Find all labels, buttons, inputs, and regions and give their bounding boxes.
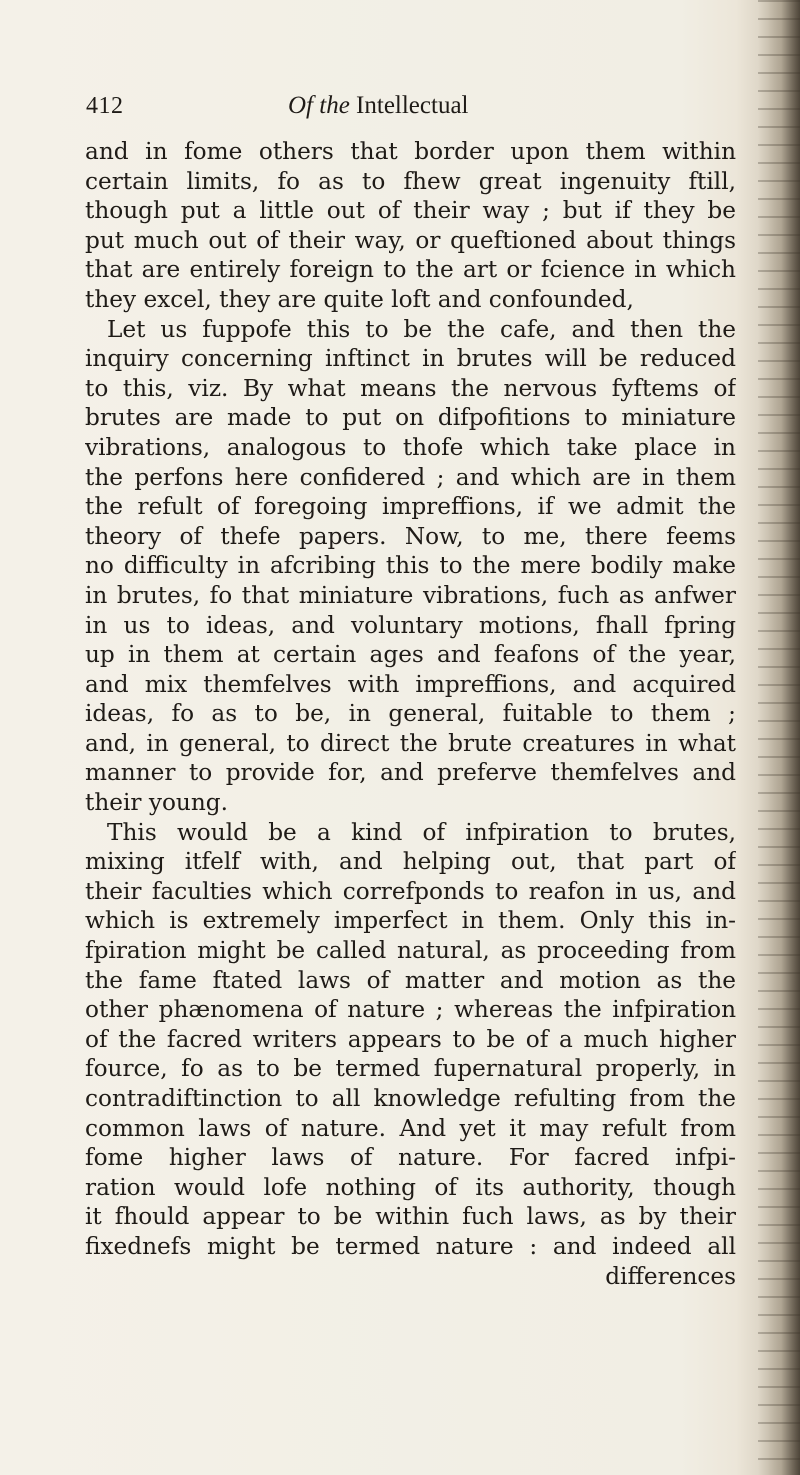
text-line-26: their faculties which correfponds to reafon in us, and [85, 877, 736, 905]
text-line-13: the refult of foregoing impreffions, if we admit the [85, 493, 736, 521]
text-line-4: put much out of their way, or queftioned about things [85, 226, 736, 254]
running-header [86, 93, 736, 127]
text-line-14: theory of thefe papers. Now, to me, there feems [85, 522, 736, 550]
text-line-10: brutes are made to put on difpofitions to miniature [85, 404, 736, 432]
catchword: differences [605, 1262, 736, 1290]
text-line-36: ration would lofe nothing of its authority, though [85, 1173, 736, 1201]
text-line-17: in us to ideas, and voluntary motions, fhall fpring [85, 611, 736, 639]
text-line-30: other phænomena of nature ; whereas the infpiration [85, 996, 736, 1024]
text-line-33: contradiftinction to all knowledge refulting from the [85, 1085, 736, 1112]
text-line-29: the fame ftated laws of matter and motion as the [85, 966, 736, 994]
text-line-35: fome higher laws of nature. For facred infpi- [85, 1144, 736, 1172]
running-title [288, 92, 469, 120]
binding-gutter-shadow [758, 0, 800, 1475]
text-line-27: which is extremely imperfect in them. Only this in- [85, 907, 736, 935]
text-line-19: and mix themfelves with impreffions, and acquired [85, 670, 736, 698]
text-line-21: and, in general, to direct the brute creatures in what [85, 729, 736, 757]
text-line-15: no difficulty in afcribing this to the mere bodily make [85, 552, 736, 580]
running-title-italic: Of the [288, 92, 350, 119]
text-line-8: inquiry concerning inftinct in brutes will be reduced [85, 345, 736, 373]
text-line-24: This would be a kind of infpiration to brutes, [107, 818, 736, 846]
text-line-2: certain limits, fo as to fhew great ingenuity ftill, [85, 167, 736, 195]
text-line-5: that are entirely foreign to the art or fcience in which [85, 256, 736, 284]
text-line-7: Let us fuppofe this to be the cafe, and then the [107, 315, 736, 343]
text-line-20: ideas, fo as to be, in general, fuitable to them ; [85, 700, 736, 728]
text-line-1: and in fome others that border upon them within [85, 138, 736, 165]
text-line-16: in brutes, fo that miniature vibrations, fuch as anfwer [85, 581, 736, 609]
text-line-18: up in them at certain ages and feafons of the year, [85, 641, 736, 669]
page-number: 412 [86, 93, 124, 119]
text-line-37: it fhould appear to be within fuch laws, as by their [85, 1203, 736, 1231]
text-line-25: mixing itfelf with, and helping out, that part of [85, 848, 736, 876]
text-line-11: vibrations, analogous to thofe which take place in [85, 433, 736, 461]
text-line-22: manner to provide for, and preferve themfelves and [85, 759, 736, 787]
running-title-rest: Intellectual [356, 92, 469, 119]
text-line-3: though put a little out of their way ; but if they be [85, 197, 736, 225]
text-line-12: the perfons here confidered ; and which are in them [85, 463, 736, 491]
text-line-31: of the facred writers appears to be of a much higher [85, 1025, 736, 1053]
text-line-23: their young. [85, 789, 228, 817]
text-line-6: they excel, they are quite loft and confounded, [85, 285, 634, 313]
text-line-9: to this, viz. By what means the nervous fyftems of [85, 374, 736, 402]
text-line-34: common laws of nature. And yet it may refult from [85, 1114, 736, 1142]
body-text [85, 137, 736, 1427]
text-line-28: fpiration might be called natural, as proceeding from [85, 937, 736, 965]
text-line-38: fixednefs might be termed nature : and indeed all [85, 1232, 736, 1260]
text-line-32: fource, fo as to be termed fupernatural properly, in [85, 1055, 736, 1083]
